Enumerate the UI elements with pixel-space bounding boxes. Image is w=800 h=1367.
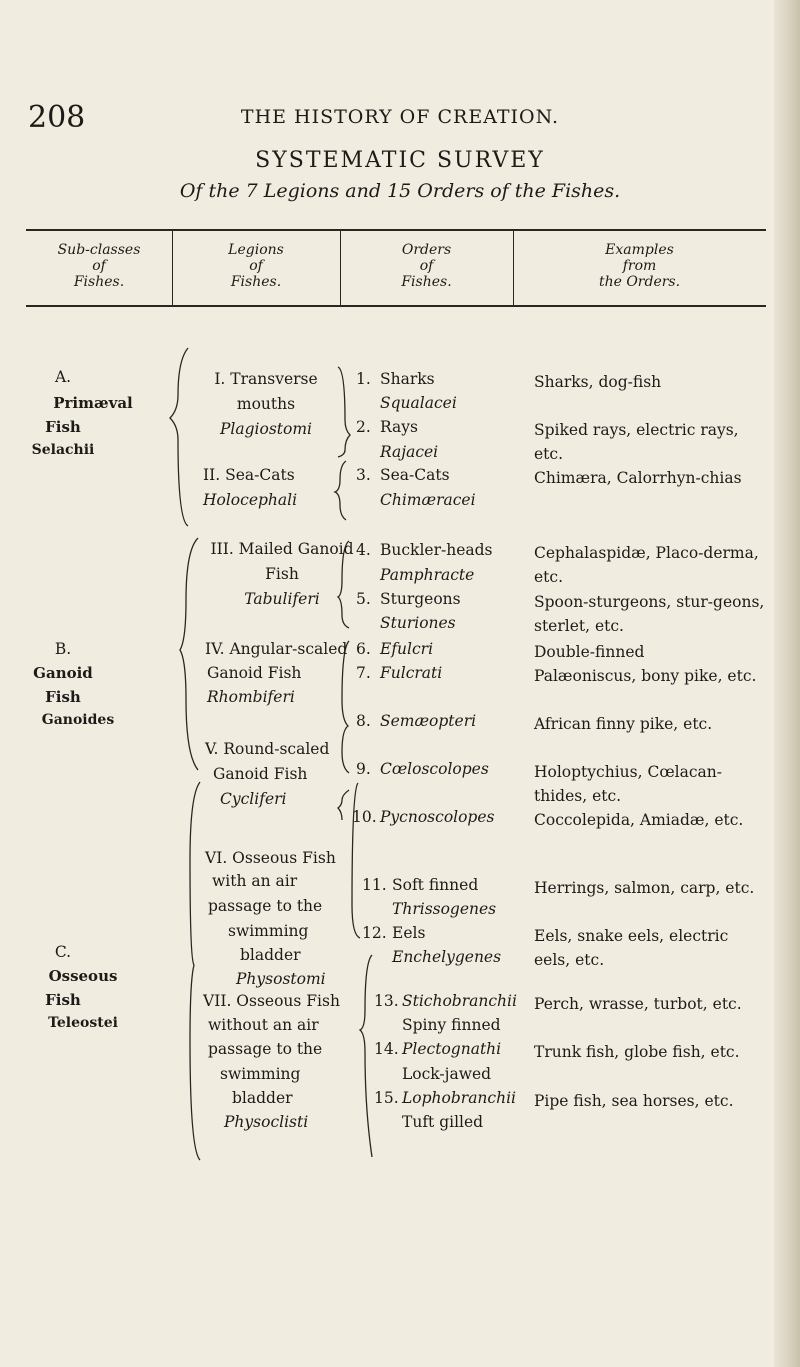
subclass-latin: Ganoides (41, 712, 115, 728)
order-example: Sharks, dog-fish (534, 373, 662, 391)
legion-name: mouths (236, 395, 296, 413)
legion-latin: Holocephali (203, 491, 298, 509)
order-example: Herrings, salmon, carp, etc. (534, 879, 755, 897)
legion-name: II. Sea-Cats (203, 466, 295, 484)
order-name: Efulcri (380, 640, 434, 658)
order-name: Stichobranchii (402, 992, 517, 1010)
order-name: Pycnoscolopes (380, 808, 495, 826)
order-example: Eels, snake eels, electric eels, etc. (534, 927, 729, 969)
order-name: Plectognathi (402, 1040, 502, 1058)
order-example: Trunk fish, globe fish, etc. (534, 1043, 740, 1061)
header-orders: Orders of Fishes. (401, 242, 452, 290)
legion-name: VI. Osseous Fish (205, 849, 336, 867)
subclass-letter: A. (54, 368, 72, 386)
running-head: THE HISTORY OF CREATION. (240, 106, 560, 128)
order-example: Coccolepida, Amiadæ, etc. (534, 811, 744, 829)
header-legions: Legions of Fishes. (228, 242, 284, 290)
order-name: Sea-Cats (380, 466, 450, 484)
order-number: 1. (356, 370, 371, 388)
order-example: Pipe fish, sea horses, etc. (534, 1092, 734, 1110)
order-latin: Rajacei (380, 443, 439, 461)
table-title: SYSTEMATIC SURVEY (255, 148, 545, 173)
subclass-german: Primæval (53, 394, 133, 412)
order-number: 5. (356, 590, 371, 608)
order-example: Chimæra, Calorrhyn-chias (534, 469, 742, 487)
order-example: African finny pike, etc. (534, 715, 713, 733)
legion-name: V. Round-scaled (205, 740, 330, 758)
order-latin: Spiny finned (402, 1016, 501, 1034)
subclass-letter: C. (54, 943, 72, 961)
order-example: Double-finned (534, 643, 645, 661)
order-example: Spiked rays, electric rays, etc. (534, 421, 739, 463)
legion-latin: Tabuliferi (244, 590, 320, 608)
order-example: Palæoniscus, bony pike, etc. (534, 667, 757, 685)
legion-name: passage to the (208, 1040, 323, 1058)
order-name: Sharks (380, 370, 435, 388)
subclass-letter: B. (54, 640, 72, 658)
legion-latin: Cycliferi (220, 790, 287, 808)
order-number: 2. (356, 418, 371, 436)
order-name: Buckler-heads (380, 541, 493, 559)
order-example: Holoptychius, Cœlacan-thides, etc. (534, 763, 722, 805)
page-number: 208 (28, 100, 86, 135)
header-examples: Examples from the Orders. (598, 242, 681, 290)
legion-name: III. Mailed Ganoid (210, 540, 354, 558)
order-number: 10. (352, 808, 377, 826)
order-name: Cœloscolopes (380, 760, 489, 778)
subclass-german-2: Fish (45, 418, 81, 436)
order-number: 11. (362, 876, 387, 894)
order-latin: Chimæracei (380, 491, 476, 509)
order-name: Semæopteri (380, 712, 477, 730)
order-example: Perch, wrasse, turbot, etc. (534, 995, 742, 1013)
subclass-german: Ganoid (33, 664, 93, 682)
table-subtitle: Of the 7 Legions and 15 Orders of the Fishes. (179, 180, 621, 202)
order-example: Spoon-sturgeons, stur-geons, sterlet, etc. (534, 593, 765, 635)
legion-name: Fish (265, 565, 299, 583)
legion-latin: Rhombiferi (207, 688, 295, 706)
legion-name: VII. Osseous Fish (203, 992, 340, 1010)
order-latin: Tuft gilled (402, 1113, 484, 1131)
legion-name: swimming (228, 922, 309, 940)
order-number: 12. (362, 924, 387, 942)
legion-name: swimming (220, 1065, 301, 1083)
order-number: 9. (356, 760, 371, 778)
legion-latin: Physoclisti (224, 1113, 309, 1131)
order-name: Eels (392, 924, 426, 942)
order-latin: Thrissogenes (392, 900, 497, 918)
subclass-latin: Selachii (31, 442, 95, 458)
legion-name: IV. Angular-scaled (205, 640, 348, 658)
legion-name: I. Transverse (214, 370, 318, 388)
legion-name: Ganoid Fish (213, 765, 308, 783)
order-number: 14. (374, 1040, 399, 1058)
legion-latin: Plagiostomi (219, 420, 312, 438)
order-example: Cephalaspidæ, Placo-derma, etc. (534, 544, 759, 586)
order-number: 13. (374, 992, 399, 1010)
order-latin: Sturiones (380, 614, 456, 632)
order-latin: Enchelygenes (392, 948, 502, 966)
legion-name: bladder (240, 946, 301, 964)
order-latin: Lock-jawed (402, 1065, 492, 1083)
order-number: 4. (356, 541, 371, 559)
legion-name: passage to the (208, 897, 323, 915)
order-number: 3. (356, 466, 371, 484)
subclass-german-2: Fish (45, 991, 81, 1009)
order-number: 8. (356, 712, 371, 730)
order-name: Fulcrati (380, 664, 443, 682)
order-name: Lophobranchii (402, 1089, 516, 1107)
legion-name: without an air (208, 1016, 319, 1034)
legion-name: Ganoid Fish (207, 664, 302, 682)
subclass-latin: Teleostei (48, 1015, 118, 1031)
order-name: Soft finned (392, 876, 479, 894)
order-name: Rays (380, 418, 418, 436)
subclass-german: Osseous (48, 967, 118, 985)
subclass-german-2: Fish (45, 688, 81, 706)
legion-name: with an air (212, 872, 298, 890)
order-number: 15. (374, 1089, 399, 1107)
order-number: 7. (356, 664, 371, 682)
order-name: Sturgeons (380, 590, 461, 608)
header-subclasses: Sub-classes of Fishes. (57, 242, 141, 290)
order-latin: Pamphracte (380, 566, 475, 584)
order-number: 6. (356, 640, 371, 658)
legion-latin: Physostomi (236, 970, 326, 988)
order-latin: Squalacei (380, 394, 457, 412)
legion-name: bladder (232, 1089, 293, 1107)
